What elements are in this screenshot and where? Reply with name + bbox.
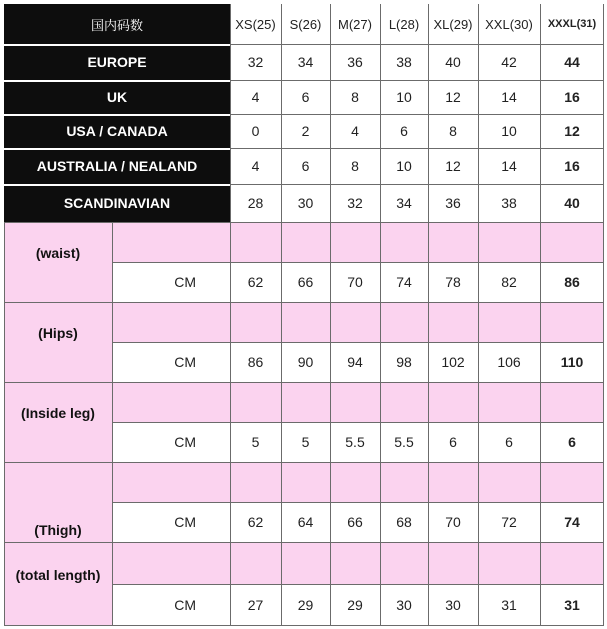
unit-label: CM bbox=[112, 422, 230, 462]
size-header: M(27) bbox=[330, 4, 380, 44]
size-value: 0 bbox=[230, 114, 281, 148]
measurement-value: 70 bbox=[428, 502, 478, 542]
size-value: 12 bbox=[428, 80, 478, 114]
size-value: 4 bbox=[230, 148, 281, 184]
measurement-value: 86 bbox=[540, 262, 604, 302]
measurement-value: 62 bbox=[230, 262, 281, 302]
size-value: 4 bbox=[330, 114, 380, 148]
measurement-label: (Thigh) bbox=[4, 462, 112, 542]
size-header: XL(29) bbox=[428, 4, 478, 44]
measurement-value: 5.5 bbox=[380, 422, 428, 462]
measurement-value: 66 bbox=[330, 502, 380, 542]
size-value: 10 bbox=[380, 80, 428, 114]
measurement-value: 82 bbox=[478, 262, 540, 302]
pink-spacer-row bbox=[112, 462, 604, 502]
country-label: EUROPE bbox=[4, 44, 230, 80]
measurement-value: 31 bbox=[540, 584, 604, 626]
measurement-value: 5.5 bbox=[330, 422, 380, 462]
size-value: 40 bbox=[428, 44, 478, 80]
size-value: 30 bbox=[281, 184, 330, 222]
pink-spacer-row bbox=[112, 542, 604, 584]
size-value: 8 bbox=[330, 148, 380, 184]
size-value: 38 bbox=[478, 184, 540, 222]
measurement-value: 29 bbox=[281, 584, 330, 626]
size-value: 6 bbox=[380, 114, 428, 148]
size-value: 28 bbox=[230, 184, 281, 222]
measurement-value: 66 bbox=[281, 262, 330, 302]
country-label: 国内码数 bbox=[4, 4, 230, 44]
measurement-value: 30 bbox=[428, 584, 478, 626]
size-header: XXXL(31) bbox=[540, 4, 604, 44]
measurement-value: 30 bbox=[380, 584, 428, 626]
size-value: 36 bbox=[428, 184, 478, 222]
measurement-value: 74 bbox=[540, 502, 604, 542]
size-value: 12 bbox=[540, 114, 604, 148]
measurement-label: (total length) bbox=[4, 542, 112, 626]
size-value: 6 bbox=[281, 80, 330, 114]
measurement-value: 6 bbox=[428, 422, 478, 462]
measurement-value: 98 bbox=[380, 342, 428, 382]
measurement-value: 31 bbox=[478, 584, 540, 626]
measurement-value: 102 bbox=[428, 342, 478, 382]
measurement-label: (Hips) bbox=[4, 302, 112, 382]
unit-label: CM bbox=[112, 584, 230, 626]
size-value: 34 bbox=[380, 184, 428, 222]
unit-label: CM bbox=[112, 262, 230, 302]
size-value: 10 bbox=[478, 114, 540, 148]
size-value: 32 bbox=[230, 44, 281, 80]
measurement-value: 90 bbox=[281, 342, 330, 382]
country-label: USA / CANADA bbox=[4, 114, 230, 148]
measurement-value: 110 bbox=[540, 342, 604, 382]
size-value: 44 bbox=[540, 44, 604, 80]
size-value: 10 bbox=[380, 148, 428, 184]
pink-spacer-row bbox=[112, 302, 604, 342]
size-value: 2 bbox=[281, 114, 330, 148]
size-value: 12 bbox=[428, 148, 478, 184]
size-value: 4 bbox=[230, 80, 281, 114]
size-value: 40 bbox=[540, 184, 604, 222]
measurement-value: 62 bbox=[230, 502, 281, 542]
size-value: 16 bbox=[540, 80, 604, 114]
country-label: UK bbox=[4, 80, 230, 114]
measurement-value: 6 bbox=[540, 422, 604, 462]
size-value: 14 bbox=[478, 148, 540, 184]
measurement-value: 106 bbox=[478, 342, 540, 382]
pink-spacer-row bbox=[112, 382, 604, 422]
size-value: 14 bbox=[478, 80, 540, 114]
measurement-value: 64 bbox=[281, 502, 330, 542]
size-header: XS(25) bbox=[230, 4, 281, 44]
size-value: 32 bbox=[330, 184, 380, 222]
measurement-value: 5 bbox=[230, 422, 281, 462]
size-value: 6 bbox=[281, 148, 330, 184]
measurement-value: 72 bbox=[478, 502, 540, 542]
unit-label: CM bbox=[112, 502, 230, 542]
measurement-value: 74 bbox=[380, 262, 428, 302]
measurement-value: 94 bbox=[330, 342, 380, 382]
measurement-value: 6 bbox=[478, 422, 540, 462]
size-header: L(28) bbox=[380, 4, 428, 44]
measurement-value: 78 bbox=[428, 262, 478, 302]
size-value: 16 bbox=[540, 148, 604, 184]
size-header: S(26) bbox=[281, 4, 330, 44]
measurement-label: (waist) bbox=[4, 222, 112, 302]
size-value: 8 bbox=[330, 80, 380, 114]
size-header: XXL(30) bbox=[478, 4, 540, 44]
measurement-value: 70 bbox=[330, 262, 380, 302]
country-label: SCANDINAVIAN bbox=[4, 184, 230, 222]
measurement-value: 5 bbox=[281, 422, 330, 462]
country-label: AUSTRALIA / NEALAND bbox=[4, 148, 230, 184]
size-value: 38 bbox=[380, 44, 428, 80]
unit-label: CM bbox=[112, 342, 230, 382]
measurement-value: 27 bbox=[230, 584, 281, 626]
size-value: 34 bbox=[281, 44, 330, 80]
size-value: 8 bbox=[428, 114, 478, 148]
pink-spacer-row bbox=[112, 222, 604, 262]
measurement-label: (Inside leg) bbox=[4, 382, 112, 462]
measurement-value: 86 bbox=[230, 342, 281, 382]
measurement-value: 68 bbox=[380, 502, 428, 542]
size-value: 42 bbox=[478, 44, 540, 80]
measurement-value: 29 bbox=[330, 584, 380, 626]
size-value: 36 bbox=[330, 44, 380, 80]
